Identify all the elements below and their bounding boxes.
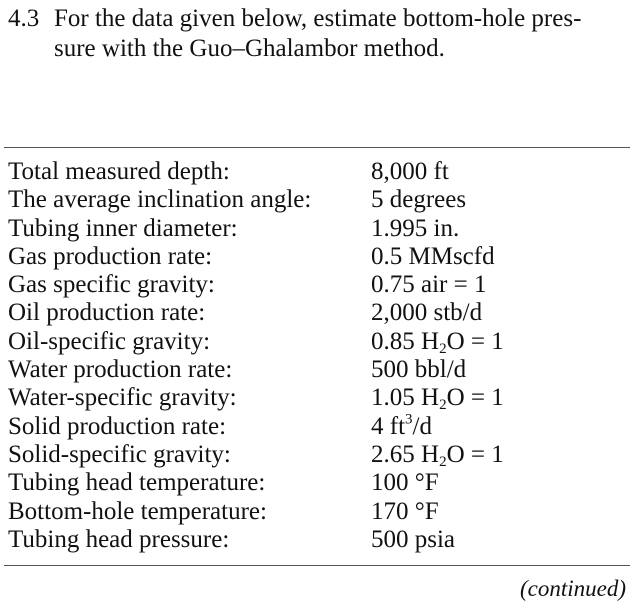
table-row: [8, 413, 628, 441]
row-label: Solid production rate:: [8, 412, 227, 440]
problem-statement: [8, 4, 628, 64]
row-value: 170 °F: [371, 497, 439, 525]
value-subscript: 2: [439, 340, 447, 357]
row-value: 500 psia: [371, 525, 456, 553]
row-label: Water production rate:: [8, 356, 233, 384]
table-row: [8, 384, 628, 412]
value-text: O = 1: [446, 327, 504, 355]
value-text: 0.85 H: [371, 327, 440, 355]
value-text: 1.05 H: [371, 384, 440, 412]
row-label: Tubing head temperature:: [8, 469, 266, 497]
value-text: /d: [412, 412, 432, 440]
problem-number: 4.3: [8, 5, 40, 32]
table-row: [8, 215, 628, 243]
table-row: [8, 441, 628, 469]
table-row: [8, 271, 628, 299]
table-row: [8, 526, 628, 554]
problem-text-line-2: sure with the Guo–Ghalambor method.: [54, 35, 445, 62]
row-value: 5 degrees: [371, 186, 467, 214]
value-text: O = 1: [446, 440, 504, 468]
value-subscript: 2: [439, 453, 447, 470]
row-label: Water-specific gravity:: [8, 384, 237, 412]
continued-note: (continued): [519, 576, 626, 601]
value-text: 4 ft: [371, 412, 406, 440]
row-value: [371, 441, 504, 469]
value-subscript: 2: [439, 397, 447, 414]
row-value: [371, 384, 504, 412]
row-value: [371, 413, 432, 441]
row-label: Oil production rate:: [8, 299, 206, 327]
row-value: 0.5 MMscfd: [371, 242, 495, 270]
value-text: O = 1: [446, 384, 504, 412]
row-label: The average inclination angle:: [8, 186, 312, 214]
row-label: Tubing head pressure:: [8, 525, 230, 553]
data-table: [8, 158, 628, 554]
value-superscript: 3: [405, 411, 413, 428]
row-value: [371, 328, 504, 356]
table-row: [8, 328, 628, 356]
table-row: [8, 469, 628, 497]
row-label: Gas production rate:: [8, 242, 213, 270]
row-label: Oil-specific gravity:: [8, 327, 211, 355]
row-value: 500 bbl/d: [371, 356, 467, 384]
problem-line-1: [8, 4, 628, 34]
table-row: [8, 498, 628, 526]
row-label: Tubing inner diameter:: [8, 214, 238, 242]
table-row: [8, 243, 628, 271]
row-value: 8,000 ft: [371, 158, 449, 185]
table-row: [8, 158, 628, 186]
table-row: [8, 356, 628, 384]
row-value: 0.75 air = 1: [371, 271, 487, 299]
row-label: Solid-specific gravity:: [8, 440, 231, 468]
row-value: 1.995 in.: [371, 214, 460, 242]
row-value: 100 °F: [371, 469, 439, 497]
value-text: 2.65 H: [371, 440, 440, 468]
table-row: [8, 299, 628, 327]
table-top-rule: [4, 147, 630, 148]
table-bottom-rule: [4, 565, 630, 566]
row-label: Gas specific gravity:: [8, 271, 215, 299]
row-label: Bottom-hole temperature:: [8, 497, 267, 525]
problem-text-line-1: For the data given below, estimate bottom-hole pres-: [54, 5, 582, 32]
table-row: [8, 186, 628, 214]
row-label: Total measured depth:: [8, 158, 230, 185]
row-value: 2,000 stb/d: [371, 299, 483, 327]
